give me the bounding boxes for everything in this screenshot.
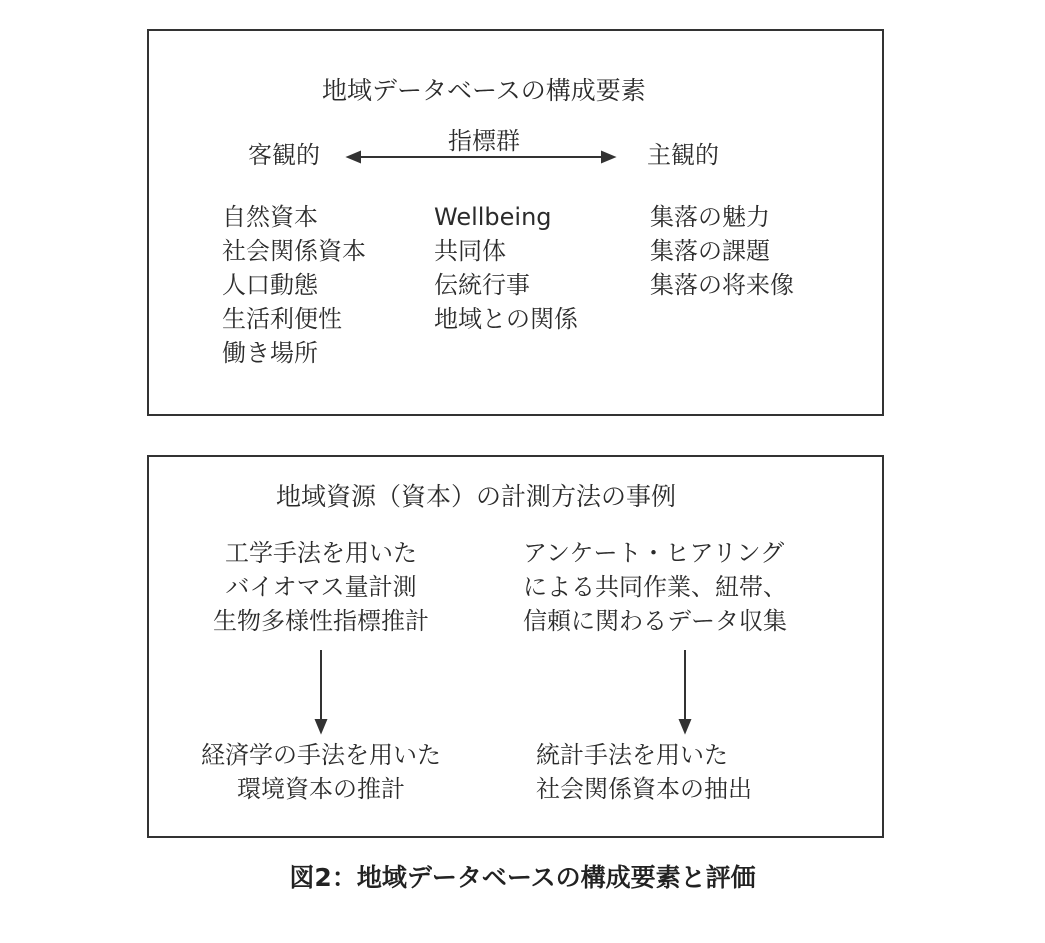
text-line: による共同作業、紐帯、 [523, 573, 787, 601]
list-item: 集落の将来像 [650, 271, 794, 299]
list-item: 人口動態 [222, 271, 318, 299]
text-line: 経済学の手法を用いた [201, 741, 441, 769]
box2-title: 地域資源（資本）の計測方法の事例 [276, 482, 677, 511]
left-arrowhead-icon [348, 152, 360, 162]
list-item: 地域との関係 [434, 305, 578, 333]
list-item: 社会関係資本 [222, 237, 366, 265]
indicators-label: 指標群 [448, 127, 520, 155]
text-line: 環境資本の推計 [237, 775, 405, 803]
text-line: 工学手法を用いた [225, 539, 417, 567]
left-down-arrowhead-icon [316, 720, 326, 732]
list-item: Wellbeing [434, 203, 552, 231]
list-item: 集落の魅力 [650, 203, 770, 231]
text-line: 統計手法を用いた [536, 741, 728, 769]
list-item: 伝統行事 [434, 271, 530, 299]
list-item: 集落の課題 [650, 237, 770, 265]
right-down-arrowhead-icon [680, 720, 690, 732]
subjective-label: 主観的 [647, 141, 719, 169]
text-line: 生物多様性指標推計 [213, 607, 429, 635]
text-line: バイオマス量計測 [225, 573, 417, 601]
objective-label: 客観的 [248, 141, 320, 169]
list-item: 自然資本 [222, 203, 318, 231]
text-line: アンケート・ヒアリング [523, 539, 785, 567]
right-arrowhead-icon [602, 152, 614, 162]
box1-title: 地域データベースの構成要素 [322, 76, 646, 105]
text-line: 社会関係資本の抽出 [536, 775, 752, 803]
list-item: 生活利便性 [222, 305, 342, 333]
list-item: 働き場所 [222, 339, 318, 367]
figure-caption: 図2：地域データベースの構成要素と評価 [289, 863, 756, 892]
list-item: 共同体 [434, 237, 506, 265]
text-line: 信頼に関わるデータ収集 [523, 607, 787, 635]
